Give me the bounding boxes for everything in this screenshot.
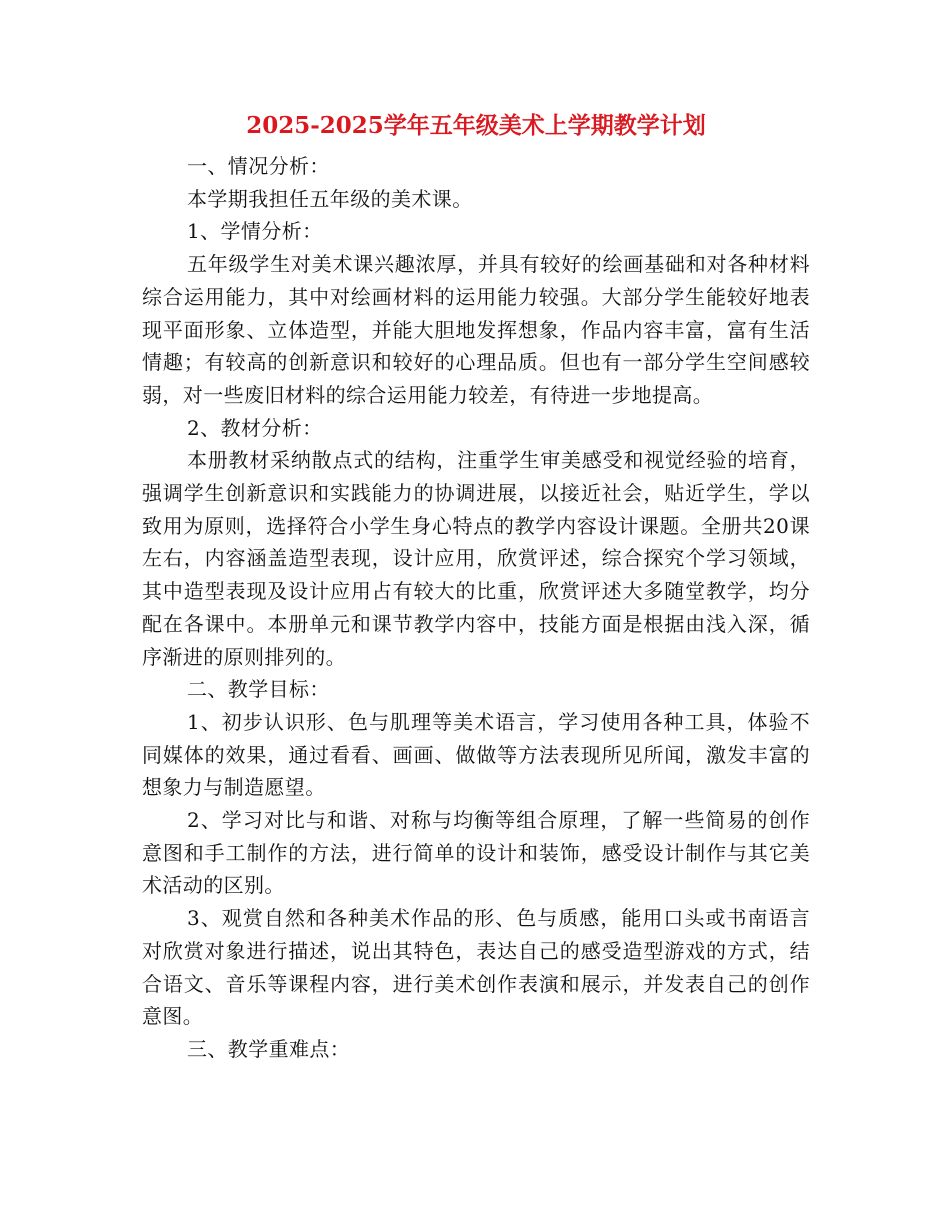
paragraph-goal-1: 1、初步认识形、色与肌理等美术语言，学习使用各种工具，体验不同媒体的效果，通过看看、画画、做做等方法表现所见所闻，激发丰富的想象力与制造愿望。 <box>142 709 810 800</box>
paragraph-goal-2: 2、学习对比与和谐、对称与均衡等组合原理，了解一些简易的创作意图和手工制作的方法，进行简单的设计和装饰，感受设计制作与其它美术活动的区别。 <box>142 808 810 898</box>
document-page <box>142 108 810 1066</box>
paragraph-textbook-analysis: 本册教材采纳散点式的结构，注重学生审美感受和视觉经验的培育，强调学生创新意识和实践能力的协调进展，以接近社会，贴近学生，学以致用为原则，选择符合小学生身心特点的教学内容设计课题。全册共20课左右，内容涵盖造型表现，设计应用，欣赏评述，综合探究个学习领域，其中造型表现及设计应用占有较大的比重，欣赏评述大多随堂教学，均分配在各课中。本册单元和课节教学内容中，技能方面是根据由浅入深，循序渐进的原则排列的。 <box>142 448 810 669</box>
paragraph-intro: 本学期我担任五年级的美术课。 <box>187 186 473 211</box>
subheading-textbook-analysis: 2、教材分析： <box>187 415 323 440</box>
section-heading-teaching-goals: 二、教学目标： <box>187 677 330 702</box>
subheading-student-analysis: 1、学情分析： <box>187 219 323 244</box>
section-heading-key-difficulties: 三、教学重难点： <box>187 1036 351 1061</box>
paragraph-student-analysis: 五年级学生对美术课兴趣浓厚，并具有较好的绘画基础和对各种材料综合运用能力，其中对绘画材料的运用能力较强。大部分学生能较好地表现平面形象、立体造型，并能大胆地发挥想象，作品内容丰富，富有生活情趣；有较高的创新意识和较好的心理品质。但也有一部分学生空间感较弱，对一些废旧材料的综合运用能力较差，有待进一步地提高。 <box>142 252 810 407</box>
document-title: 2025-2025学年五年级美术上学期教学计划 <box>246 112 706 139</box>
paragraph-goal-3: 3、观赏自然和各种美术作品的形、色与质感，能用口头或书南语言对欣赏对象进行描述，说出其特色，表达自己的感受造型游戏的方式，结合语文、音乐等课程内容，进行美术创作表演和展示，并发表自己的创作意图。 <box>142 906 810 1029</box>
section-heading-situation-analysis: 一、情况分析： <box>187 154 330 178</box>
